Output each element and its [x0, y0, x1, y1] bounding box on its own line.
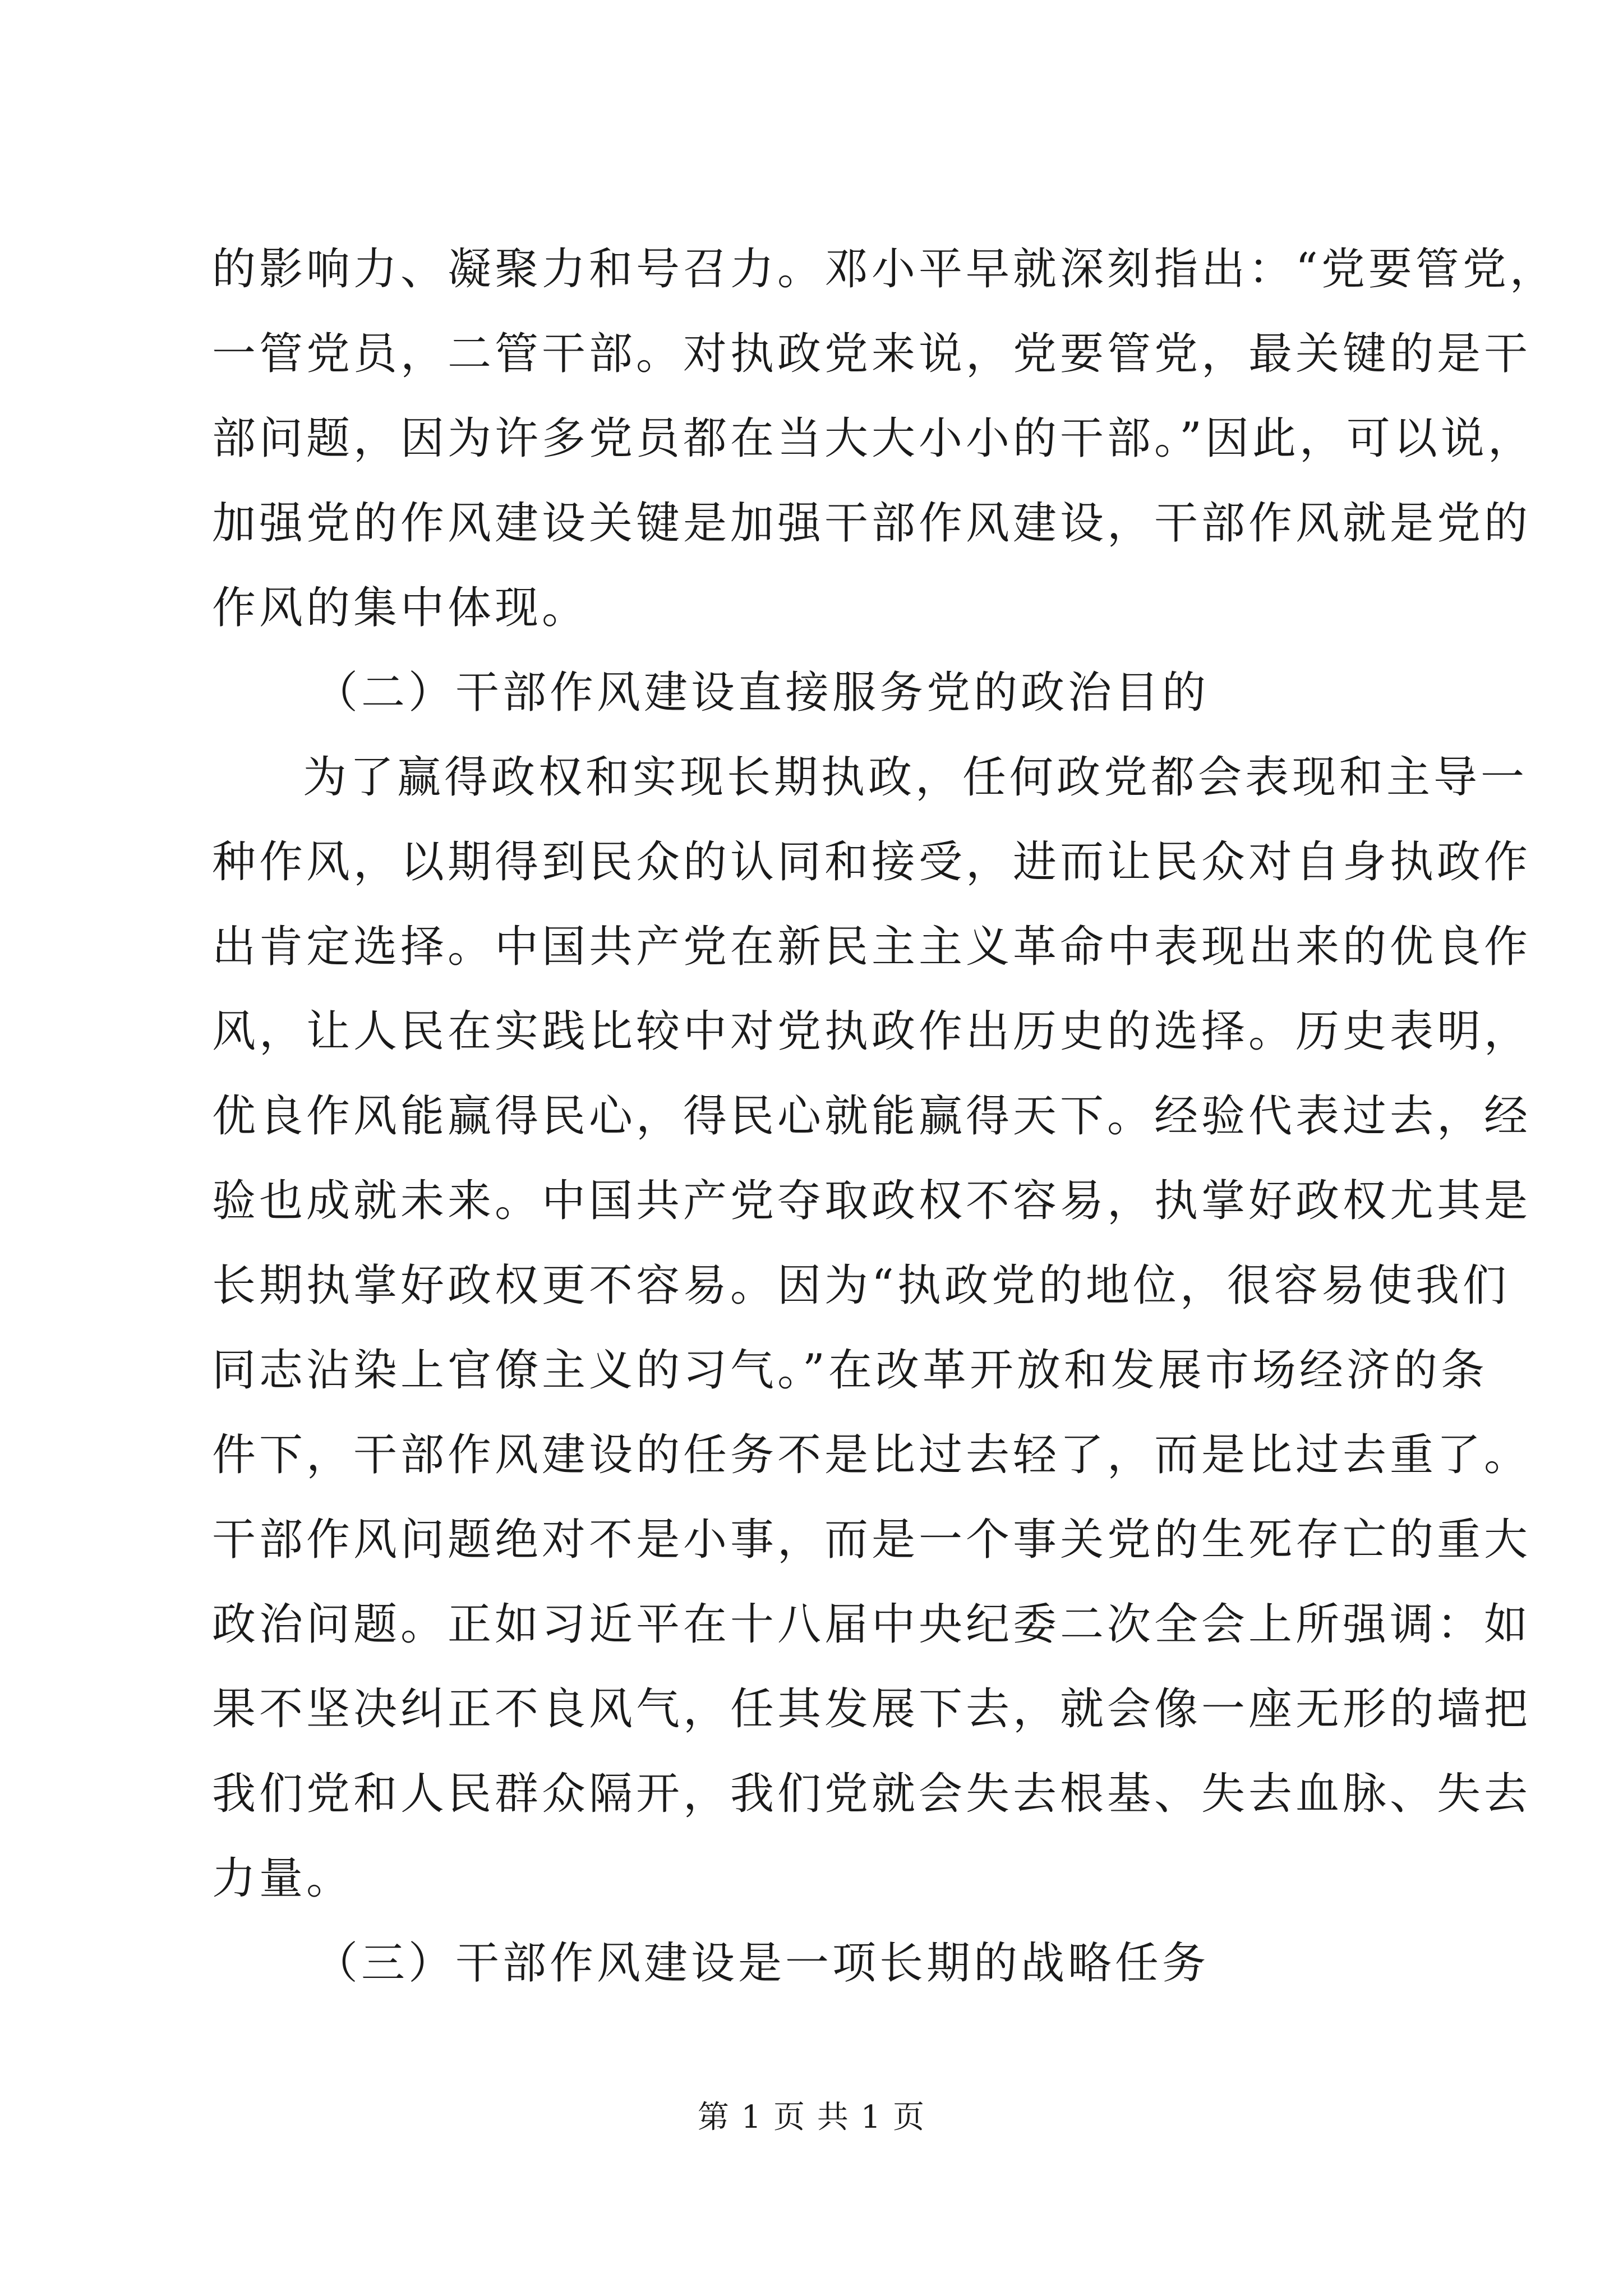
section-heading: （三）干部作风建设是一项长期的战略任务: [314, 1938, 1210, 1989]
text-line: 我们党和人民群众隔开，我们党就会失去根基、失去血脉、失去: [212, 1769, 1532, 1819]
text-line: 干部作风问题绝对不是小事，而是一个事关党的生死存亡的重大: [212, 1515, 1532, 1565]
text-line: 的影响力、凝聚力和号召力。邓小平早就深刻指出：“党要管党，: [212, 244, 1557, 295]
paragraph-first-line: 为了赢得政权和实现长期执政，任何政党都会表现和主导一: [303, 752, 1528, 803]
section-heading: （二）干部作风建设直接服务党的政治目的: [314, 668, 1210, 718]
text-line: 作风的集中体现。: [212, 583, 589, 633]
text-line: 加强党的作风建设关键是加强干部作风建设，干部作风就是党的: [212, 498, 1532, 549]
text-line: 风，让人民在实践比较中对党执政作出历史的选择。历史表明，: [212, 1006, 1532, 1057]
text-line: 出肯定选择。中国共产党在新民主主义革命中表现出来的优良作: [212, 922, 1532, 972]
text-line: 验也成就未来。中国共产党夺取政权不容易，执掌好政权尤其是: [212, 1176, 1532, 1226]
text-line: 政治问题。正如习近平在十八届中央纪委二次全会上所强调：如: [212, 1599, 1532, 1650]
text-line: 果不坚决纠正不良风气，任其发展下去，就会像一座无形的墙把: [212, 1684, 1532, 1734]
text-line: 长期执掌好政权更不容易。因为“执政党的地位，很容易使我们: [212, 1260, 1510, 1311]
text-line: 件下，干部作风建设的任务不是比过去轻了，而是比过去重了。: [212, 1430, 1532, 1480]
page-footer: 第 1 页 共 1 页: [697, 2099, 926, 2136]
text-line: 种作风，以期得到民众的认同和接受，进而让民众对自身执政作: [212, 837, 1532, 887]
text-line: 同志沾染上官僚主义的习气。”在改革开放和发展市场经济的条: [212, 1345, 1488, 1396]
text-line: 优良作风能赢得民心，得民心就能赢得天下。经验代表过去，经: [212, 1091, 1532, 1142]
text-line: 一管党员，二管干部。对执政党来说，党要管党，最关键的是干: [212, 329, 1532, 379]
text-line: 力量。: [212, 1853, 354, 1904]
text-line: 部问题，因为许多党员都在当大大小小的干部。”因此，可以说，: [212, 413, 1535, 464]
